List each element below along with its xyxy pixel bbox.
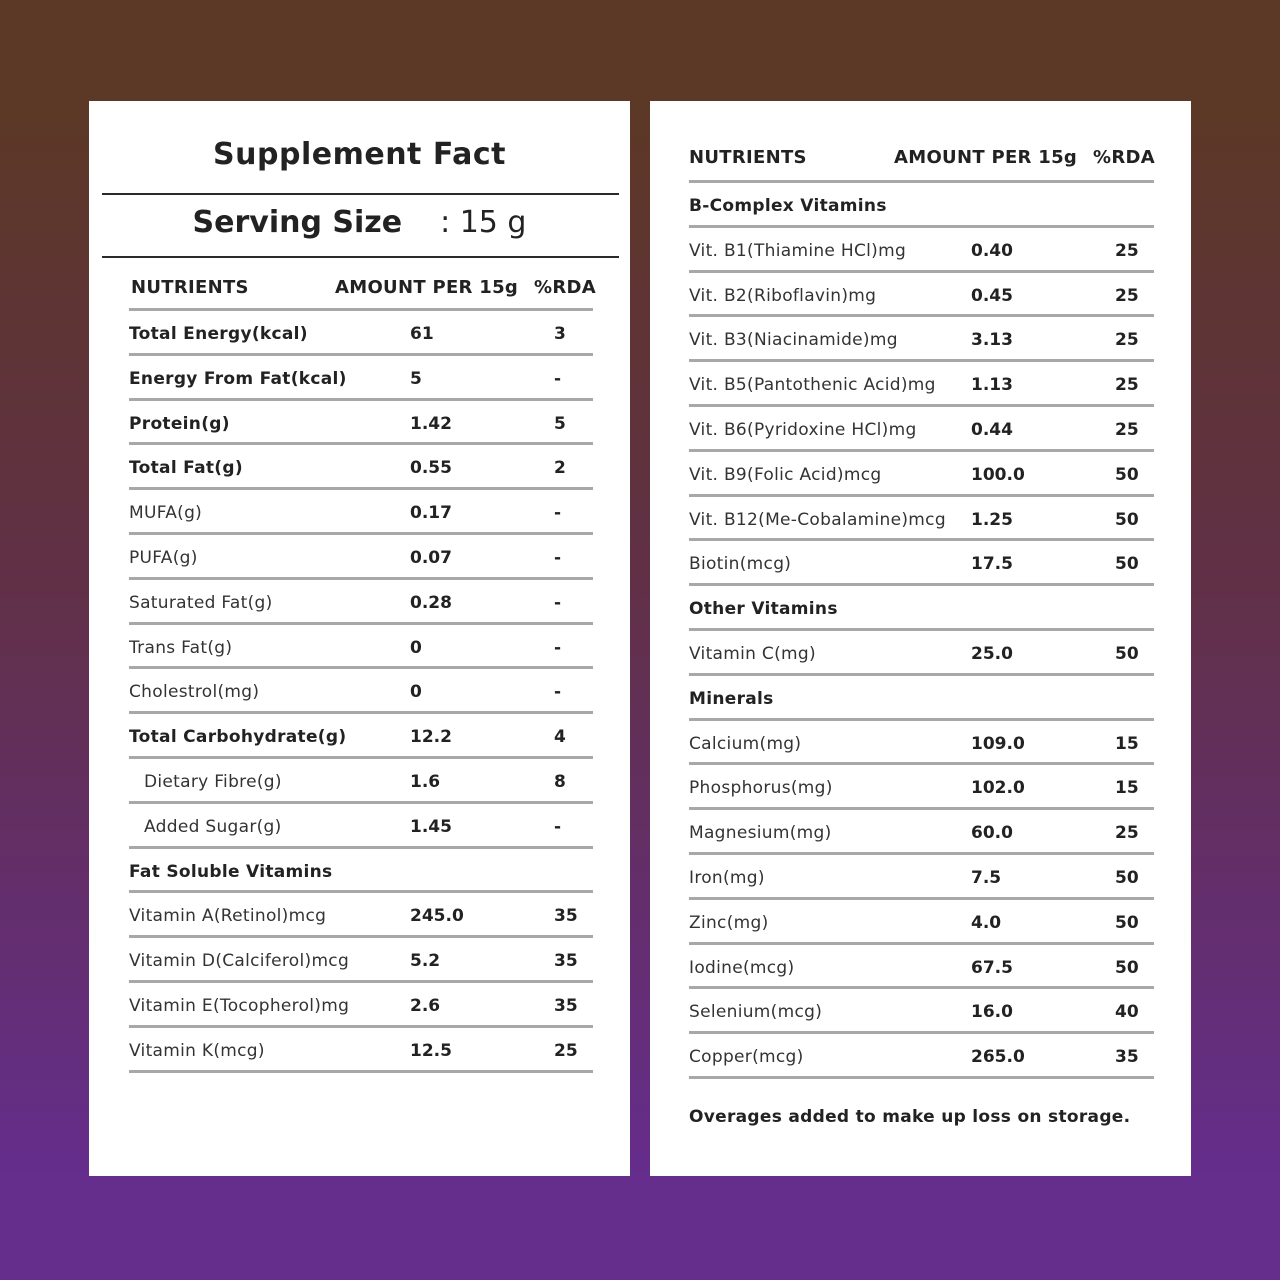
table-row xyxy=(129,445,593,490)
amount-value: 3.13 xyxy=(971,330,1013,351)
supplement-facts-panel-left xyxy=(89,101,630,1176)
rda-value: - xyxy=(554,592,562,613)
nutrient-name: Vit. B1(Thiamine HCl)mg xyxy=(689,240,907,261)
nutrient-name: Trans Fat(g) xyxy=(129,637,233,658)
rda-value: 25 xyxy=(1115,375,1139,396)
rda-value: 25 xyxy=(554,1040,578,1061)
amount-value: 60.0 xyxy=(971,823,1013,844)
nutrient-name: Cholestrol(mg) xyxy=(129,682,260,703)
nutrient-name: B-Complex Vitamins xyxy=(689,196,887,216)
supplement-facts-panel-right xyxy=(650,101,1191,1176)
nutrient-name: Other Vitamins xyxy=(689,599,838,620)
header-rda: %RDA xyxy=(534,277,596,298)
table-row xyxy=(689,631,1154,676)
rda-value: 35 xyxy=(554,995,578,1016)
nutrient-name: Total Energy(kcal) xyxy=(129,324,308,344)
serving-size xyxy=(89,205,630,240)
nutrient-name: Iron(mg) xyxy=(689,867,765,888)
table-header xyxy=(689,137,1154,183)
table-row xyxy=(129,580,593,625)
header-nutrients: NUTRIENTS xyxy=(689,147,807,168)
nutrient-name: Vitamin E(Tocopherol)mg xyxy=(129,995,350,1016)
table-row xyxy=(689,765,1154,810)
amount-value: 1.6 xyxy=(410,771,441,792)
amount-value: 0.44 xyxy=(971,419,1013,440)
table-row xyxy=(129,804,593,849)
table-row xyxy=(689,855,1154,900)
header-nutrients: NUTRIENTS xyxy=(131,277,249,298)
rda-value: - xyxy=(554,368,562,389)
table-row xyxy=(129,714,593,759)
amount-value: 0.55 xyxy=(410,458,452,479)
rda-value: 15 xyxy=(1115,733,1139,754)
table-row xyxy=(129,311,593,356)
nutrient-name: Copper(mcg) xyxy=(689,1047,804,1068)
table-row xyxy=(689,989,1154,1034)
rda-value: - xyxy=(554,816,562,837)
nutrient-name: Vitamin C(mg) xyxy=(689,643,816,664)
rda-value: 25 xyxy=(1115,330,1139,351)
nutrient-name: Vit. B6(Pyridoxine HCl)mg xyxy=(689,419,917,440)
nutrient-name: Selenium(mcg) xyxy=(689,1002,823,1023)
rda-value: 15 xyxy=(1115,778,1139,799)
amount-value: 12.5 xyxy=(410,1040,452,1061)
section-header-row xyxy=(689,676,1154,721)
nutrient-name: Magnesium(mg) xyxy=(689,823,832,844)
rda-value: 50 xyxy=(1115,867,1139,888)
table-row xyxy=(129,1028,593,1073)
rda-value: 50 xyxy=(1115,464,1139,485)
amount-value: 7.5 xyxy=(971,867,1002,888)
header-amount: AMOUNT PER 15g xyxy=(894,147,1078,168)
rda-value: 50 xyxy=(1115,554,1139,575)
table-row xyxy=(689,541,1154,586)
amount-value: 16.0 xyxy=(971,1002,1013,1023)
nutrient-name: Total Fat(g) xyxy=(129,458,243,479)
table-row xyxy=(689,945,1154,990)
nutrient-name: MUFA(g) xyxy=(129,503,203,524)
amount-value: 0.07 xyxy=(410,547,452,568)
nutrient-name: Protein(g) xyxy=(129,413,230,434)
rda-value: - xyxy=(554,682,562,703)
rda-value: 50 xyxy=(1115,912,1139,933)
nutrient-name: Iodine(mcg) xyxy=(689,957,795,978)
amount-value: 0.17 xyxy=(410,503,452,524)
nutrient-name: Vit. B2(Riboflavin)mg xyxy=(689,285,877,306)
nutrient-name: Zinc(mg) xyxy=(689,912,769,933)
table-row xyxy=(129,983,593,1028)
section-header-row xyxy=(129,849,593,894)
rda-value: 3 xyxy=(554,324,566,344)
table-row xyxy=(689,1034,1154,1079)
serving-size-label: Serving Size xyxy=(192,205,403,240)
table-row xyxy=(689,228,1154,273)
rda-value: 35 xyxy=(1115,1047,1139,1068)
rda-value: 25 xyxy=(1115,823,1139,844)
table-row xyxy=(129,401,593,446)
table-row xyxy=(689,362,1154,407)
table-row xyxy=(689,900,1154,945)
table-row xyxy=(129,669,593,714)
amount-value: 1.13 xyxy=(971,375,1013,396)
rda-value: 50 xyxy=(1115,643,1139,664)
table-body xyxy=(129,311,593,1073)
table-row xyxy=(129,759,593,804)
nutrient-name: Saturated Fat(g) xyxy=(129,592,273,613)
amount-value: 1.42 xyxy=(410,413,452,434)
rda-value: 40 xyxy=(1115,1002,1139,1023)
rda-value: 25 xyxy=(1115,240,1139,261)
table-row xyxy=(129,490,593,535)
panel-title: Supplement Fact xyxy=(213,137,506,172)
nutrient-name: Vit. B9(Folic Acid)mcg xyxy=(689,464,882,485)
table-row xyxy=(129,893,593,938)
nutrients-table-left xyxy=(129,267,596,1073)
table-body xyxy=(689,183,1154,1079)
rda-value: 25 xyxy=(1115,285,1139,306)
table-header xyxy=(129,267,596,311)
amount-value: 245.0 xyxy=(410,906,464,927)
nutrient-name: Biotin(mcg) xyxy=(689,554,792,575)
nutrient-name: Vitamin D(Calciferol)mcg xyxy=(129,951,350,972)
amount-value: 4.0 xyxy=(971,912,1002,933)
table-row xyxy=(129,938,593,983)
table-row xyxy=(689,407,1154,452)
nutrient-name: Vit. B3(Niacinamide)mg xyxy=(689,330,898,351)
amount-value: 0.40 xyxy=(971,240,1013,261)
amount-value: 5 xyxy=(410,368,422,389)
serving-divider xyxy=(102,256,619,258)
amount-value: 0.45 xyxy=(971,285,1013,306)
nutrient-name: Vitamin A(Retinol)mcg xyxy=(129,906,327,927)
nutrients-table-right xyxy=(689,137,1154,1079)
rda-value: - xyxy=(554,637,562,658)
amount-value: 61 xyxy=(410,324,434,344)
rda-value: 35 xyxy=(554,951,578,972)
amount-value: 0 xyxy=(410,682,422,703)
rda-value: 2 xyxy=(554,458,566,479)
amount-value: 0 xyxy=(410,637,422,658)
nutrient-name: Energy From Fat(kcal) xyxy=(129,368,347,389)
rda-value: 4 xyxy=(554,727,566,748)
header-amount: AMOUNT PER 15g xyxy=(335,277,519,298)
nutrient-name: PUFA(g) xyxy=(129,547,198,568)
amount-value: 12.2 xyxy=(410,727,452,748)
rda-value: 5 xyxy=(554,413,566,434)
title-divider xyxy=(102,193,619,195)
amount-value: 5.2 xyxy=(410,951,441,972)
amount-value: 109.0 xyxy=(971,733,1025,754)
nutrient-name: Calcium(mg) xyxy=(689,733,802,754)
rda-value: 50 xyxy=(1115,509,1139,530)
amount-value: 2.6 xyxy=(410,995,441,1016)
table-row xyxy=(129,356,593,401)
amount-value: 265.0 xyxy=(971,1047,1025,1068)
amount-value: 102.0 xyxy=(971,778,1025,799)
nutrient-name: Total Carbohydrate(g) xyxy=(129,727,347,748)
footnote: Overages added to make up loss on storage. xyxy=(689,1107,1131,1127)
table-row xyxy=(689,273,1154,318)
nutrient-name: Vit. B5(Pantothenic Acid)mg xyxy=(689,375,936,396)
nutrient-name: Dietary Fibre(g) xyxy=(144,771,282,792)
rda-value: 25 xyxy=(1115,419,1139,440)
table-row xyxy=(129,535,593,580)
table-row xyxy=(689,452,1154,497)
rda-value: - xyxy=(554,547,562,568)
table-row xyxy=(689,810,1154,855)
table-row xyxy=(129,625,593,670)
rda-value: 8 xyxy=(554,771,566,792)
table-row xyxy=(689,317,1154,362)
amount-value: 0.28 xyxy=(410,592,452,613)
section-header-row xyxy=(689,183,1154,228)
amount-value: 1.25 xyxy=(971,509,1013,530)
amount-value: 1.45 xyxy=(410,816,452,837)
nutrient-name: Fat Soluble Vitamins xyxy=(129,861,333,882)
nutrient-name: Added Sugar(g) xyxy=(144,816,282,837)
nutrient-name: Vit. B12(Me-Cobalamine)mcg xyxy=(689,509,946,530)
amount-value: 17.5 xyxy=(971,554,1013,575)
table-row xyxy=(689,721,1154,766)
table-row xyxy=(689,497,1154,542)
nutrient-name: Minerals xyxy=(689,688,774,709)
amount-value: 100.0 xyxy=(971,464,1025,485)
amount-value: 67.5 xyxy=(971,957,1013,978)
amount-value: 25.0 xyxy=(971,643,1013,664)
rda-value: 35 xyxy=(554,906,578,927)
nutrient-name: Vitamin K(mcg) xyxy=(129,1040,265,1061)
nutrient-name: Phosphorus(mg) xyxy=(689,778,833,799)
serving-size-value: : 15 g xyxy=(440,205,527,240)
rda-value: - xyxy=(554,503,562,524)
section-header-row xyxy=(689,586,1154,631)
header-rda: %RDA xyxy=(1093,147,1155,168)
rda-value: 50 xyxy=(1115,957,1139,978)
